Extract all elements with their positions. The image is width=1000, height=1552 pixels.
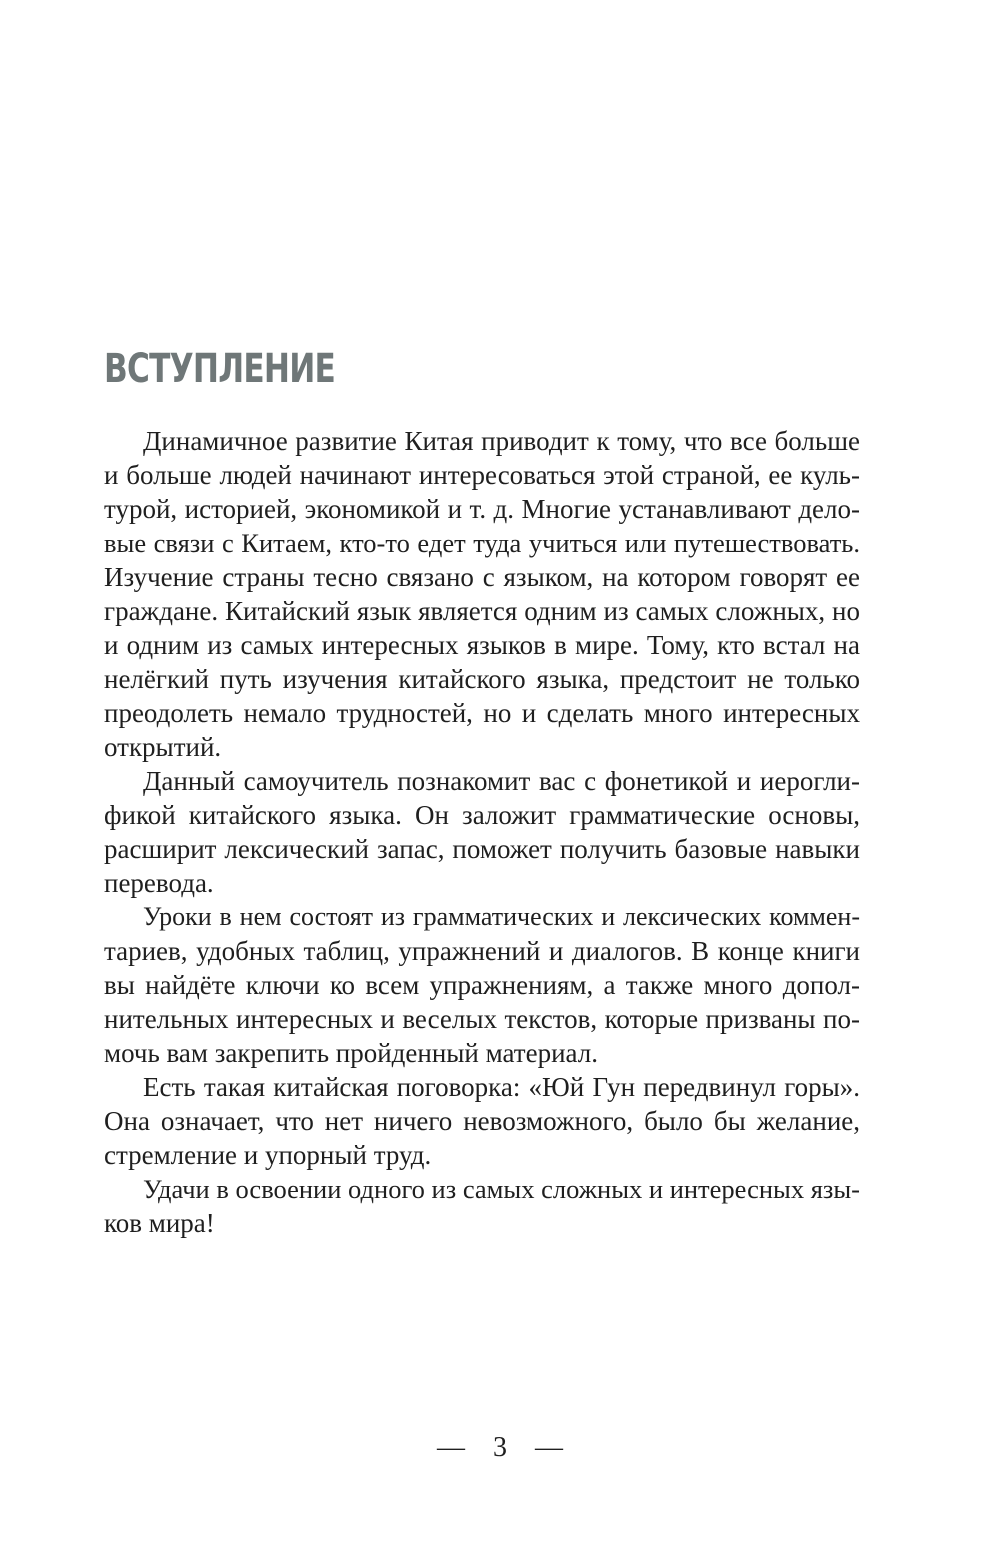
text-line: вы найдёте ключи ко всем упражнениям, а также много допол- (104, 970, 860, 1000)
text-line: открытий. (104, 732, 222, 762)
text-line: тариев, удобных таблиц, упражнений и диалогов. В конце книги (104, 936, 860, 966)
text-line: Она означает, что нет ничего невозможного, было бы желание, (104, 1106, 860, 1136)
text-line: фикой китайского языка. Он заложит грамматические основы, (104, 800, 860, 830)
text-line: Уроки в нем состоят из грамматических и лексических коммен- (143, 902, 860, 931)
text-line: мочь вам закрепить пройденный материал. (104, 1038, 598, 1068)
text-line: турой, историей, экономикой и т. д. Многие устанавливают дело- (104, 494, 860, 524)
text-line: и больше людей начинают интересоваться этой страной, ее куль- (104, 460, 860, 490)
text-line: нительных интересных и веселых текстов, которые призваны по- (104, 1004, 860, 1034)
text-line: Удачи в освоении одного из самых сложных и интересных язы- (143, 1174, 860, 1204)
page-number (0, 1428, 1000, 1468)
text-line: Данный самоучитель познакомит вас с фонетикой и иерогли- (143, 766, 860, 796)
text-line: граждане. Китайский язык является одним из самых сложных, но (104, 596, 860, 626)
text-line: нелёгкий путь изучения китайского языка, предстоит не только (104, 664, 860, 694)
folio-dash-left: — (437, 1432, 465, 1463)
text-line: Есть такая китайская поговорка: «Юй Гун передвинул горы». (143, 1072, 860, 1102)
text-line: Динамичное развитие Китая приводит к тому, что все больше (143, 426, 860, 456)
text-line: стремление и упорный труд. (104, 1140, 432, 1170)
text-line: перевода. (104, 868, 214, 898)
text-line: и одним из самых интересных языков в мире. Тому, кто встал на (104, 630, 860, 660)
folio-dash-right: — (535, 1432, 563, 1463)
text-line: расширит лексический запас, поможет получить базовые навыки (104, 834, 860, 864)
chapter-heading: ВСТУПЛЕНИЕ (104, 346, 336, 392)
text-line: вые связи с Китаем, кто-то едет туда учиться или путешествовать. (104, 528, 860, 558)
text-line: преодолеть немало трудностей, но и сделать много интересных (104, 698, 860, 728)
text-line: ков мира! (104, 1208, 215, 1238)
folio-number: 3 (493, 1432, 507, 1463)
text-line: Изучение страны тесно связано с языком, на котором говорят ее (104, 562, 860, 592)
